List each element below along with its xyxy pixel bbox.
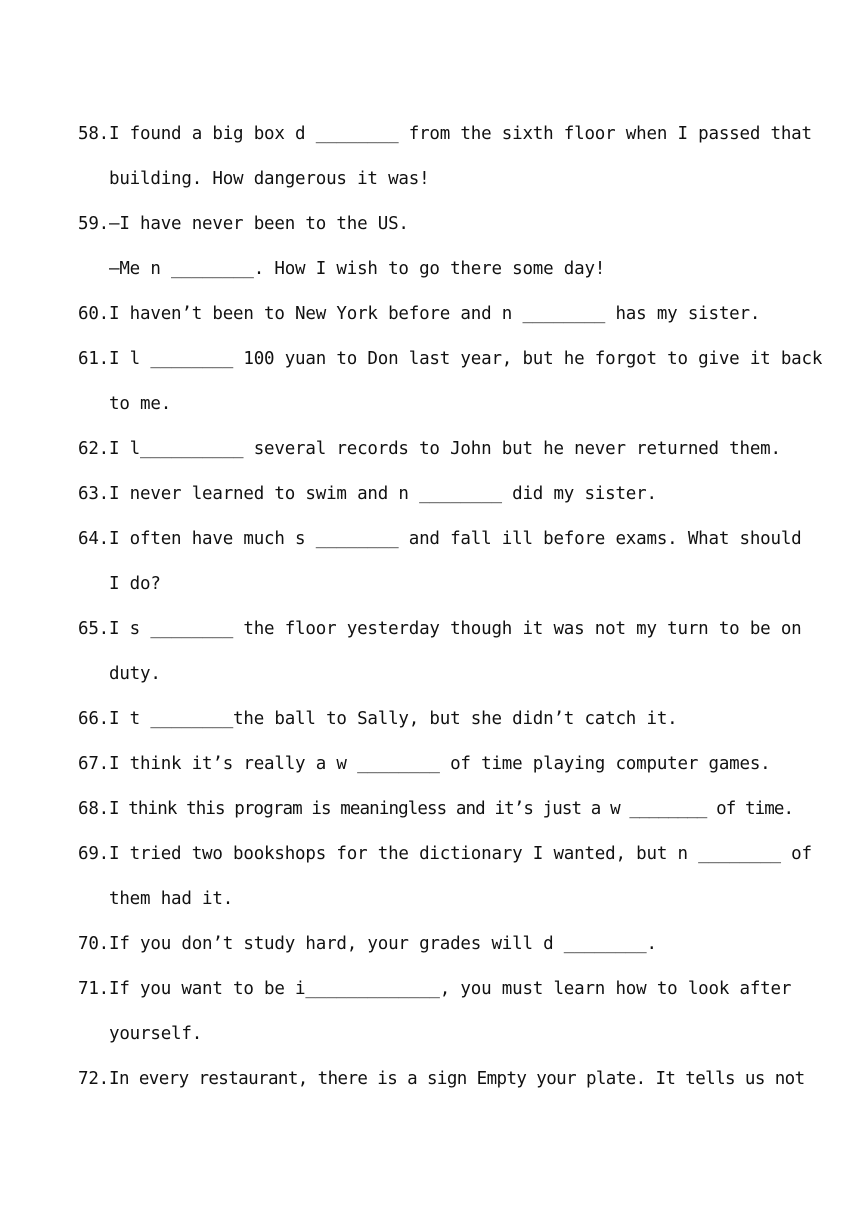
question-text [109, 517, 802, 607]
question-line: I never learned to swim and n ________ did my sister. [109, 484, 657, 504]
question-number: 63. [78, 484, 110, 504]
question-line: I think it’s really a w ________ of time playing computer games. [109, 754, 771, 774]
question-62 [78, 427, 784, 472]
question-line: them had it. [109, 889, 234, 909]
question-text [109, 112, 812, 202]
question-text [109, 697, 784, 742]
question-58 [78, 112, 812, 202]
question-71 [78, 967, 792, 1057]
question-line: —I have never been to the US. [109, 214, 409, 234]
question-line: I s ________ the floor yesterday though it was not my turn to be on [109, 619, 802, 639]
question-line: I found a big box d ________ from the sixth floor when I passed that [109, 124, 812, 144]
question-number: 70. [78, 934, 110, 954]
question-68 [78, 787, 794, 832]
question-line: I tried two bookshops for the dictionary I wanted, but n ________ of [109, 844, 812, 864]
question-72 [78, 1057, 805, 1102]
question-number: 64. [78, 529, 110, 549]
question-63 [78, 472, 784, 517]
question-number: 68. [78, 799, 110, 819]
question-line: building. How dangerous it was! [109, 169, 430, 189]
question-text [109, 787, 793, 832]
question-61 [78, 337, 823, 427]
question-number: 65. [78, 619, 110, 639]
question-number: 59. [78, 214, 110, 234]
question-64 [78, 517, 802, 607]
question-67 [78, 742, 784, 787]
question-line: to me. [109, 394, 172, 414]
question-line: If you want to be i_____________, you must learn how to look after [109, 979, 792, 999]
question-number: 71. [78, 979, 110, 999]
question-line: In every restaurant, there is a sign Empty your plate. It tells us not [109, 1069, 805, 1089]
question-text [109, 1057, 805, 1102]
question-number: 66. [78, 709, 110, 729]
question-number: 69. [78, 844, 110, 864]
question-line: I do? [109, 574, 161, 594]
question-59 [78, 202, 784, 292]
question-list [78, 112, 823, 1102]
question-number: 60. [78, 304, 110, 324]
question-number: 61. [78, 349, 110, 369]
question-text [109, 427, 784, 472]
question-line: yourself. [109, 1024, 203, 1044]
question-line: I t ________the ball to Sally, but she didn’t catch it. [109, 709, 678, 729]
question-text [109, 202, 784, 292]
question-line: I l ________ 100 yuan to Don last year, but he forgot to give it back [109, 349, 823, 369]
question-60 [78, 292, 784, 337]
question-line: —Me n ________. How I wish to go there some day! [109, 259, 606, 279]
question-line: If you don’t study hard, your grades will d ________. [109, 934, 657, 954]
question-text [109, 832, 812, 922]
question-line: I haven’t been to New York before and n ________ has my sister. [109, 304, 761, 324]
question-line: duty. [109, 664, 161, 684]
question-number: 62. [78, 439, 110, 459]
question-number: 58. [78, 124, 110, 144]
question-69 [78, 832, 812, 922]
question-number: 72. [78, 1069, 110, 1089]
question-text [109, 292, 784, 337]
question-line: I often have much s ________ and fall ill before exams. What should [109, 529, 802, 549]
question-text [109, 472, 784, 517]
question-70 [78, 922, 784, 967]
question-text [109, 922, 784, 967]
question-text [109, 742, 784, 787]
question-text [109, 967, 791, 1057]
question-number: 67. [78, 754, 110, 774]
question-line: I think this program is meaningless and it’s just a w ________ of time. [109, 799, 794, 819]
question-line: I l__________ several records to John but he never returned them. [109, 439, 781, 459]
question-text [109, 337, 822, 427]
question-text [109, 607, 802, 697]
question-65 [78, 607, 802, 697]
question-66 [78, 697, 784, 742]
